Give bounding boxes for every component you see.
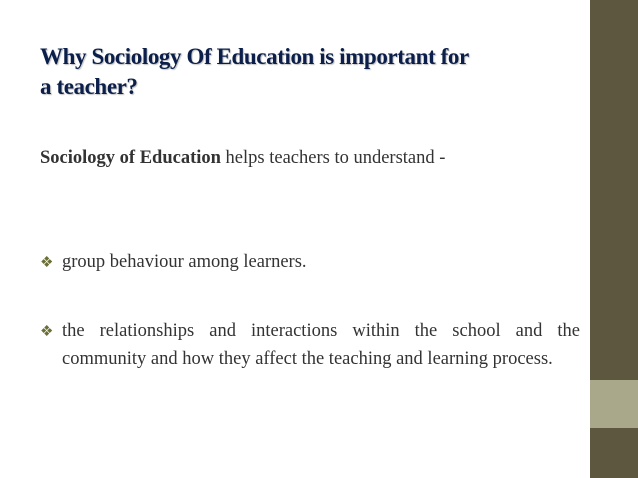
intro-paragraph bbox=[40, 145, 558, 172]
intro-rest: helps teachers to understand - bbox=[220, 148, 446, 168]
bullet-text-1: group behaviour among learners. bbox=[62, 252, 307, 272]
intro-bold-term: Sociology of Education bbox=[40, 148, 221, 168]
bullet-item-2 bbox=[40, 318, 580, 373]
bullet-item-1 bbox=[40, 249, 580, 277]
diamond-bullet-icon: ❖ bbox=[40, 324, 54, 340]
side-decoration-bar bbox=[590, 0, 638, 478]
side-bar-accent-square bbox=[590, 380, 638, 428]
bullet-text-2: the relationships and interactions within the school and the community and how they affect the teaching and learning process. bbox=[62, 321, 580, 369]
slide-title bbox=[40, 42, 570, 102]
diamond-bullet-icon: ❖ bbox=[40, 255, 54, 271]
title-line-2: a teacher? bbox=[40, 74, 138, 99]
title-line-1: Why Sociology Of Education is important for bbox=[40, 44, 469, 69]
